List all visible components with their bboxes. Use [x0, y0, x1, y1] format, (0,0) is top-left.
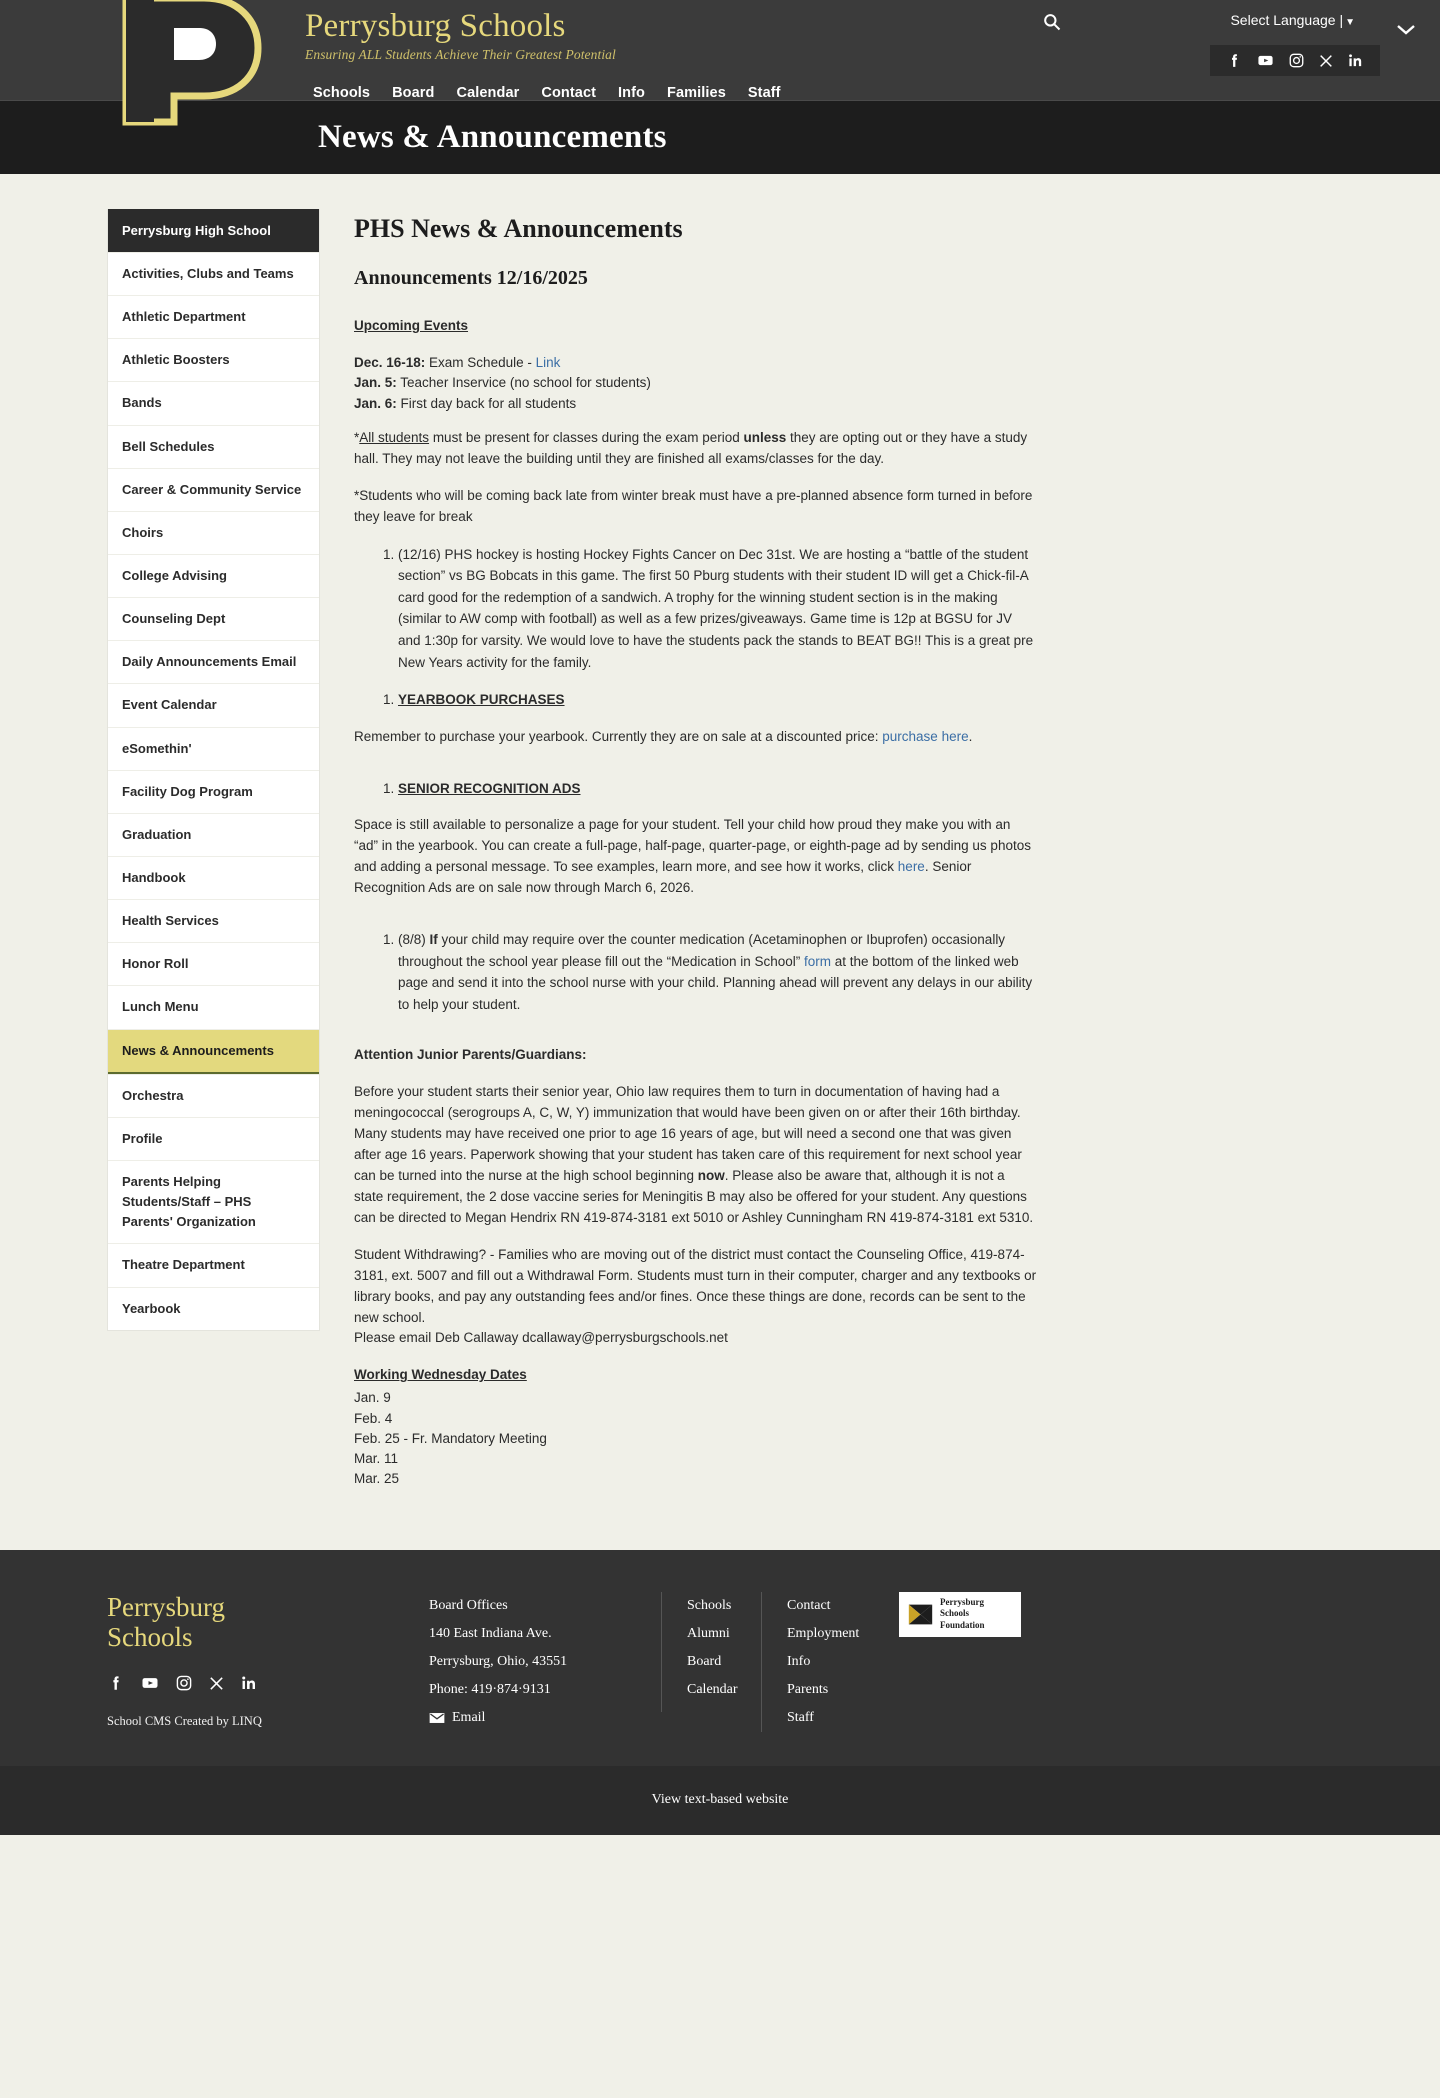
- sidebar-item-athletic-boosters[interactable]: Athletic Boosters: [108, 338, 319, 381]
- event-row: [354, 353, 1037, 373]
- asterisk-prefix: *: [354, 429, 360, 445]
- senior-text-2: . Senior Recognition Ads are on sale now through March 6, 2026.: [354, 859, 972, 896]
- sidebar-item-graduation[interactable]: Graduation: [108, 813, 319, 856]
- board-offices-label: Board Offices: [429, 1597, 508, 1613]
- sidebar-item-facility-dog-program[interactable]: Facility Dog Program: [108, 770, 319, 813]
- event-date: Jan. 5:: [354, 375, 397, 391]
- sidebar-heading: Perrysburg High School: [108, 209, 319, 252]
- facebook-icon[interactable]: [1226, 52, 1243, 69]
- withdraw-email-line: Please email Deb Callaway dcallaway@perrysburgschools.net: [354, 1330, 728, 1346]
- footer-links-column-2: [761, 1592, 861, 1732]
- page-body: [0, 174, 1440, 1550]
- footer-link-calendar[interactable]: Calendar: [687, 1681, 738, 1697]
- brand-title: Perrysburg Schools: [305, 8, 566, 44]
- footer-link-schools[interactable]: Schools: [687, 1597, 732, 1613]
- email-label: Email: [452, 1709, 486, 1725]
- date-row: Mar. 25: [354, 1471, 400, 1487]
- chevron-down-icon: ▼: [1345, 17, 1355, 28]
- envelope-icon: [429, 1712, 445, 1724]
- text-based-website-link[interactable]: View text-based website: [651, 1792, 789, 1808]
- sidebar-item-career-community-service[interactable]: Career & Community Service: [108, 468, 319, 511]
- junior-parents-paragraph: [354, 1082, 1037, 1228]
- senior-recognition-heading: SENIOR RECOGNITION ADS: [398, 780, 581, 796]
- nav-item-schools[interactable]: Schools: [313, 85, 371, 101]
- sidebar-item-honor-roll[interactable]: Honor Roll: [108, 942, 319, 985]
- email-link[interactable]: [429, 1704, 661, 1732]
- upcoming-events-heading: [354, 316, 1037, 337]
- footer-bottom-bar: [0, 1766, 1440, 1835]
- medication-text-2: at the bottom of the linked web page and send it into the school nurse with your child. Planning ahead will prevent any delays in our ability to help your student.: [398, 953, 1033, 1012]
- footer-logo-line2: Schools: [107, 1621, 193, 1652]
- header-social-bar: [1210, 45, 1380, 76]
- sidebar-item-health-services[interactable]: Health Services: [108, 899, 319, 942]
- withdrawal-paragraph: [354, 1245, 1037, 1350]
- footer-link-info[interactable]: Info: [787, 1653, 811, 1669]
- list-item: [398, 778, 1037, 800]
- foundation-logo[interactable]: [899, 1592, 1021, 1637]
- language-label: Select Language |: [1230, 12, 1344, 28]
- instagram-icon[interactable]: [175, 1674, 193, 1692]
- unless-bold: unless: [743, 429, 787, 445]
- foundation-line1: Perrysburg: [940, 1597, 984, 1608]
- x-twitter-icon[interactable]: [208, 1675, 225, 1692]
- linkedin-icon[interactable]: [240, 1674, 258, 1692]
- address-city: Perrysburg, Ohio, 43551: [429, 1653, 568, 1669]
- event-row: [354, 373, 1037, 393]
- yearbook-text-end: .: [968, 728, 973, 744]
- note-rest: they are opting out or they have a study hall. They may not leave the building until they are finished all exams/classes for the day.: [354, 429, 1028, 466]
- spacer: [354, 764, 1037, 778]
- content-subtitle: Announcements 12/16/2025: [354, 267, 588, 290]
- date-row: Feb. 4: [354, 1410, 393, 1426]
- footer-links-column-1: [661, 1592, 761, 1712]
- sidebar-item-news-announcements[interactable]: News & Announcements: [108, 1029, 319, 1074]
- spacer: [354, 1031, 1037, 1045]
- sidebar-item-activities-clubs-and-teams[interactable]: Activities, Clubs and Teams: [108, 252, 319, 295]
- language-selector[interactable]: [1230, 12, 1355, 28]
- working-wednesday-heading: [354, 1365, 1037, 1386]
- x-twitter-icon[interactable]: [1318, 53, 1334, 69]
- sidebar-item-college-advising[interactable]: College Advising: [108, 554, 319, 597]
- all-students-underlined: All students: [359, 429, 430, 445]
- event-text: First day back for all students: [396, 395, 577, 411]
- main-content: [354, 209, 1037, 1490]
- instagram-icon[interactable]: [1288, 52, 1305, 69]
- sidebar-item-daily-announcements-email[interactable]: Daily Announcements Email: [108, 640, 319, 683]
- all-students-note: [354, 428, 1037, 470]
- footer-foundation-column: [899, 1592, 1021, 1637]
- search-icon[interactable]: [1042, 12, 1062, 32]
- working-wednesday-label: Working Wednesday Dates: [354, 1367, 527, 1383]
- nav-item-calendar[interactable]: Calendar: [456, 85, 520, 101]
- brand-tagline: Ensuring ALL Students Achieve Their Greatest Potential: [305, 46, 616, 62]
- footer-link-board[interactable]: Board: [687, 1653, 722, 1669]
- list-item: [398, 929, 1037, 1015]
- footer-link-contact[interactable]: Contact: [787, 1597, 831, 1613]
- working-wednesday-dates: [354, 1388, 1037, 1489]
- page-title: News & Announcements: [318, 119, 667, 155]
- junior-heading-text: Attention Junior Parents/Guardians:: [354, 1047, 587, 1063]
- yearbook-paragraph: [354, 727, 1037, 748]
- main-navigation: [313, 85, 781, 101]
- footer-brand-column: [107, 1592, 429, 1729]
- nav-item-contact[interactable]: Contact: [541, 85, 597, 101]
- footer-address-column: [429, 1592, 661, 1732]
- footer-link-parents[interactable]: Parents: [787, 1681, 829, 1697]
- sidebar-item-orchestra[interactable]: Orchestra: [108, 1074, 319, 1117]
- sidebar-item-event-calendar[interactable]: Event Calendar: [108, 683, 319, 726]
- withdraw-text: Student Withdrawing? - Families who are moving out of the district must contact the Counseling Office, 419-874-3181, ext. 5007 and fill out a Withdrawal Form. Students must turn in their computer, charger and any textbooks or library books, and pay any outstanding fees and/or fines. Once these things are done, records can be sent to the new school.: [354, 1246, 1037, 1325]
- sidebar-item-profile[interactable]: Profile: [108, 1117, 319, 1160]
- content-title: PHS News & Announcements: [354, 214, 683, 243]
- cms-credit: School CMS Created by LINQ: [107, 1714, 262, 1729]
- foundation-mark-icon: [907, 1601, 934, 1628]
- header-expand-chevron-icon[interactable]: [1394, 22, 1418, 41]
- medication-form-link[interactable]: form: [804, 953, 831, 969]
- yearbook-list: [354, 689, 1037, 711]
- sidebar-item-counseling-dept[interactable]: Counseling Dept: [108, 597, 319, 640]
- footer-columns: [107, 1592, 1333, 1732]
- youtube-icon[interactable]: [1256, 52, 1275, 69]
- upcoming-events-label: Upcoming Events: [354, 318, 469, 334]
- medication-list: [354, 929, 1037, 1015]
- site-header: [0, 0, 1440, 100]
- date-row: Mar. 11: [354, 1451, 399, 1467]
- sidebar-item-bands[interactable]: Bands: [108, 381, 319, 424]
- youtube-icon[interactable]: [140, 1674, 160, 1692]
- medication-prefix: (8/8): [398, 932, 430, 948]
- nav-item-staff[interactable]: Staff: [747, 85, 781, 101]
- exam-schedule-link[interactable]: Link: [535, 355, 561, 371]
- date-row: Feb. 25 - Fr. Mandatory Meeting: [354, 1430, 547, 1446]
- date-row: Jan. 9: [354, 1390, 391, 1406]
- sidebar-item-parents-organization[interactable]: Parents Helping Students/Staff – PHS Parents' Organization: [108, 1160, 319, 1243]
- spacer: [354, 414, 1037, 428]
- yearbook-text: Remember to purchase your yearbook. Currently they are on sale at a discounted price:: [354, 728, 883, 744]
- address-street: 140 East Indiana Ave.: [429, 1625, 552, 1641]
- sidebar-item-bell-schedules[interactable]: Bell Schedules: [108, 425, 319, 468]
- event-row: [354, 394, 1037, 414]
- sidebar-item-theatre-department[interactable]: Theatre Department: [108, 1243, 319, 1286]
- junior-text-1: Before your student starts their senior year, Ohio law requires them to turn in documentation of having had a meningococcal (serogroups A, C, W, Y) immunization that would have been given on or after their 16th birthday. Many students may have received one prior to age 16 years of age, but will need a second one that was given after age 16 years. Paperwork showing that your student has taken care of this requirement for next school year can be turned into the nurse at the high school beginning: [354, 1084, 1022, 1183]
- site-footer: [0, 1550, 1440, 1766]
- foundation-line2: Schools: [940, 1608, 970, 1619]
- event-date: Dec. 16-18:: [354, 355, 426, 371]
- footer-logo-line1: Perrysburg: [107, 1591, 225, 1622]
- event-text: Exam Schedule -: [425, 355, 536, 371]
- medication-text-1: your child may require over the counter medication (Acetaminophen or Ibuprofen) occasionally throughout the school year please fill out the “Medication in School”: [398, 932, 1006, 969]
- purchase-here-link[interactable]: purchase here: [882, 728, 969, 744]
- footer-logo[interactable]: [107, 1592, 429, 1652]
- note-mid: must be present for classes during the exam period: [429, 429, 744, 445]
- senior-ads-list: [354, 778, 1037, 800]
- sidebar-item-esomethin[interactable]: eSomethin': [108, 727, 319, 770]
- footer-link-alumni[interactable]: Alumni: [687, 1625, 730, 1641]
- junior-parents-heading: [354, 1045, 1037, 1066]
- facebook-icon[interactable]: [107, 1674, 125, 1692]
- sidebar-item-lunch-menu[interactable]: Lunch Menu: [108, 985, 319, 1028]
- list-item: 1. (12/16) PHS hockey is hosting Hockey Fights Cancer on Dec 31st. We are hosting a “battle of the student section” vs BG Bobcats in this game. The first 50 Pburg students with their student ID will get a Chick-fil-A card good for the redemption of a sandwich. A trophy for the winning student section is in the making (similar to AW comp with football) as well as a few prizes/giveaways. Game time is 12p at BGSU for JV and 1:30p for varsity. We would love to have the students pack the stands to BEAT BG!! This is a great pre New Years activity for the family.: [398, 544, 1037, 674]
- linkedin-icon[interactable]: [1347, 52, 1364, 69]
- sidebar-item-athletic-department[interactable]: Athletic Department: [108, 295, 319, 338]
- spacer: [354, 915, 1037, 929]
- upcoming-events-list: [354, 353, 1037, 414]
- yearbook-heading: YEARBOOK PURCHASES: [398, 692, 565, 708]
- perrysburg-p-logo[interactable]: [108, 0, 268, 130]
- nav-item-board[interactable]: Board: [392, 85, 435, 101]
- junior-text-2: . Please also be aware that, although it is not a state requirement, the 2 dose vaccine series for Meningitis B may also be offered for your student. Any questions can be directed to Megan Hendrix RN 419-874-3181 ext 5010 or Ashley Cunningham RN 419-874-3181 ext 5310.: [354, 1168, 1034, 1225]
- event-text: Teacher Inservice (no school for students): [396, 375, 651, 391]
- senior-here-link[interactable]: here: [897, 859, 925, 875]
- sidebar-item-yearbook[interactable]: Yearbook: [108, 1287, 319, 1330]
- junior-bold-now: now: [697, 1168, 725, 1183]
- senior-ads-paragraph: [354, 815, 1037, 899]
- sidebar-item-handbook[interactable]: Handbook: [108, 856, 319, 899]
- footer-link-employment[interactable]: Employment: [787, 1625, 860, 1641]
- senior-text-1: Space is still available to personalize a page for your student. Tell your child how proud they make you with an “ad” in the yearbook. You can create a full-page, half-page, quarter-page, or eighth-page ad by sending us photos and adding a personal message. To see examples, learn more, and see how it works, click: [354, 817, 1031, 875]
- site-brand[interactable]: [305, 8, 616, 63]
- address-phone: Phone: 419·874·9131: [429, 1681, 551, 1697]
- hockey-list: [354, 544, 1037, 674]
- section-sidebar: [107, 209, 320, 1331]
- list-item: [398, 689, 1037, 711]
- winter-break-note: *Students who will be coming back late from winter break must have a pre-planned absence form turned in before they leave for break: [354, 487, 1033, 524]
- footer-link-staff[interactable]: Staff: [787, 1709, 814, 1725]
- foundation-line3: Foundation: [940, 1619, 985, 1630]
- sidebar-item-choirs[interactable]: Choirs: [108, 511, 319, 554]
- footer-social-bar: [107, 1674, 429, 1692]
- foundation-text: [940, 1597, 985, 1631]
- nav-item-families[interactable]: Families: [667, 85, 726, 101]
- nav-item-info[interactable]: Info: [618, 85, 646, 101]
- medication-bold-if: If: [429, 932, 438, 948]
- event-date: Jan. 6:: [354, 395, 397, 411]
